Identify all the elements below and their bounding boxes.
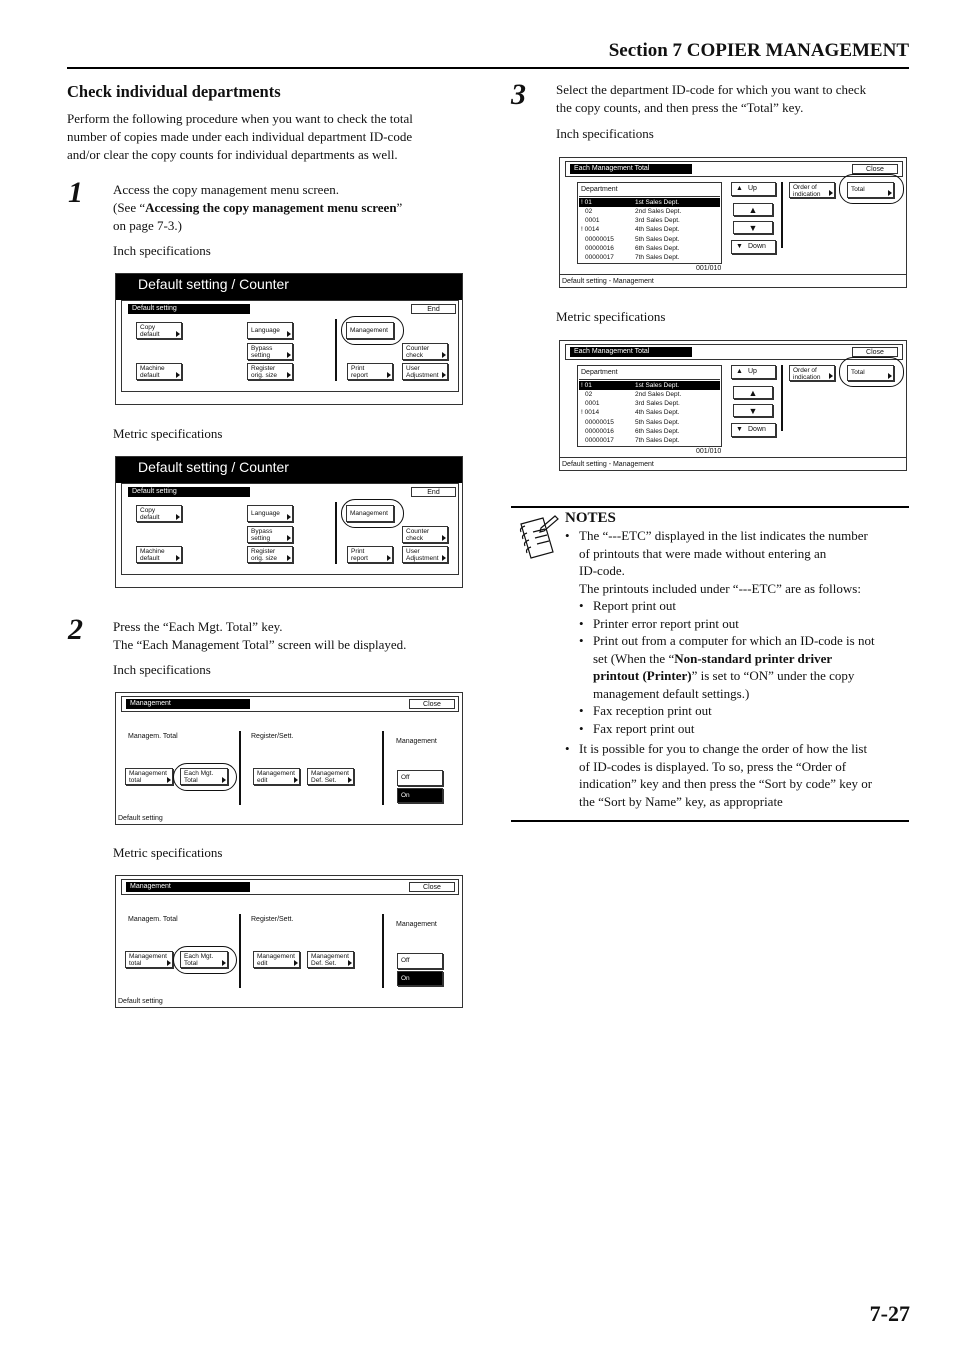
arrow-right-icon [442,555,446,561]
print-report-key[interactable] [347,546,393,563]
management-label: Management [396,921,437,928]
copy-default-key[interactable] [136,505,182,522]
divider [781,365,783,431]
key-label: User [406,548,420,555]
off-button[interactable]: Off [397,953,443,969]
list-header-rule [579,379,720,380]
status-bar: Each Management Total [570,347,692,357]
key-label: setting [251,352,271,359]
step-line: The “Each Management Total” screen will be displayed. [113,637,407,652]
status-bar: Default setting [128,487,250,497]
divider [382,914,384,988]
list-item[interactable] [579,427,720,436]
department-name: 7th Sales Dept. [635,254,680,261]
close-button[interactable]: Close [852,347,898,357]
down-arrow-icon: ▼ [748,223,758,233]
each-mgt-total-key[interactable] [180,768,228,785]
key-label: check [406,535,423,542]
register-orig-size-key[interactable] [247,363,293,380]
divider [239,914,241,988]
key-label: Management [350,327,388,334]
department-code: 00000017 [585,437,614,444]
step-1-text [113,181,473,235]
reference-title: Accessing the copy management menu screen [145,200,397,215]
each-management-total-screen-metric [559,340,907,471]
department-list[interactable] [577,182,722,264]
note-line: • Print out from a computer for which an ID-code is not [593,633,875,648]
management-edit-key[interactable] [253,768,300,785]
department-name: 1st Sales Dept. [635,382,680,389]
intro-line: and/or clear the copy counts for individual departments as well. [67,147,398,162]
arrow-right-icon [348,960,352,966]
status-bar: Management [126,882,250,892]
scroll-up-button[interactable] [733,203,773,216]
each-mgt-total-key[interactable] [180,951,228,968]
divider [335,319,337,381]
department-name: 3rd Sales Dept. [635,400,680,407]
screen-inner [121,483,459,575]
page-heading: Check individual departments [67,82,281,101]
up-arrow-icon: ▲ [736,368,743,375]
step-line: on page 7-3.) [113,218,182,233]
arrow-right-icon [287,535,291,541]
list-header: Department [581,186,618,193]
arrow-right-icon [888,190,892,196]
management-label: Management [396,738,437,745]
counter-check-key[interactable] [402,343,448,360]
list-item[interactable] [579,244,720,253]
note-line: the “Sort by Name” key, as appropriate [579,793,783,809]
page-indicator: 001/010 [696,265,722,272]
scroll-down-button[interactable] [733,404,773,417]
arrow-right-icon [829,373,833,379]
department-code: 00000016 [585,245,614,252]
metric-spec-label: Metric specifications [556,309,666,324]
arrow-right-icon [294,777,298,783]
department-code: 00000017 [585,254,614,261]
note-item [565,527,910,597]
up-button[interactable] [731,182,776,196]
arrow-right-icon [287,331,291,337]
order-of-indication-key[interactable] [789,182,835,198]
up-arrow-icon: ▲ [736,185,743,192]
key-label: Management [129,953,167,960]
intro-paragraph [67,110,467,164]
key-label: Management [257,770,295,777]
button-label: Down [748,426,766,433]
key-label: Adjustment [406,555,439,562]
list-header-rule [579,196,720,197]
divider [382,731,384,805]
step-line [113,199,473,217]
department-name: 6th Sales Dept. [635,245,680,252]
button-label: Down [748,243,766,250]
key-label: Management [311,953,349,960]
step-line: Press the “Each Mgt. Total” key. [113,619,283,634]
department-name: 3rd Sales Dept. [635,217,680,224]
department-code: 02 [585,391,593,398]
screen-title: Default setting / Counter [116,274,462,300]
text-fragment: set (When the “ [593,650,675,666]
list-item[interactable] [579,253,720,262]
managem-total-label: Managem. Total [128,916,178,923]
register-sett-label: Register/Sett. [251,916,294,923]
metric-spec-label: Metric specifications [113,845,223,860]
key-label: Total [184,960,198,967]
department-name: 4th Sales Dept. [635,409,680,416]
key-label: report [351,372,368,379]
note-subitem: • Fax reception print out [565,702,910,720]
key-label: Register [251,548,276,555]
key-label: default [140,555,160,562]
key-label: Language [251,327,280,334]
key-label: Order of [793,184,817,191]
status-bar: Each Management Total [570,164,692,174]
key-label: report [351,555,368,562]
key-label: total [129,777,142,784]
key-label: indication [793,374,821,381]
arrow-right-icon [176,514,180,520]
notes-bottom-rule [511,820,909,822]
status-bar: Default setting [128,304,250,314]
arrow-right-icon [287,555,291,561]
metric-spec-label: Metric specifications [113,426,223,441]
arrow-right-icon [387,555,391,561]
order-of-indication-key[interactable] [789,365,835,381]
arrow-right-icon [222,960,226,966]
note-line [593,667,910,685]
bypass-setting-key[interactable] [247,526,293,543]
note-line: The printouts included under “---ETC” are as follows: [579,580,861,596]
total-key[interactable] [847,182,894,198]
department-code: 02 [585,208,593,215]
scroll-up-button[interactable] [733,386,773,399]
department-code: 0001 [585,217,600,224]
list-item[interactable] [579,207,720,216]
arrow-right-icon [442,372,446,378]
note-item [565,740,910,810]
counter-check-key[interactable] [402,526,448,543]
key-label: Counter [406,528,430,535]
note-line: of ID-codes is displayed. To so, press the “Order of [579,758,847,774]
arrow-right-icon [167,960,171,966]
text-fragment: ” is set to “ON” under the copy [691,668,855,683]
key-label: Print [351,548,365,555]
notes-top-rule [511,506,909,508]
department-code: ! 01 [581,382,592,389]
intro-line: number of copies made under each individual department ID-code [67,129,413,144]
managem-total-label: Managem. Total [128,733,178,740]
divider [781,182,783,248]
key-label: Management [129,770,167,777]
end-button[interactable]: End [411,487,456,497]
user-adjustment-key[interactable] [402,363,448,380]
divider [335,502,337,564]
down-button[interactable] [731,240,776,254]
note-line: of printouts that were made without entering an [579,545,827,561]
department-code: 00000016 [585,428,614,435]
machine-default-key[interactable] [136,363,182,380]
header-rule [67,67,909,69]
list-item[interactable] [579,381,720,390]
down-arrow-icon: ▼ [736,426,743,433]
arrow-right-icon [167,777,171,783]
screen-footer: Default setting [118,815,163,822]
department-name: 7th Sales Dept. [635,437,680,444]
list-item[interactable] [579,225,720,234]
footer-rule [560,457,906,458]
arrow-right-icon [888,373,892,379]
department-list[interactable] [577,365,722,447]
department-name: 5th Sales Dept. [635,419,680,426]
down-arrow-icon: ▼ [748,406,758,416]
note-subitem: • Printer error report print out [565,615,910,633]
print-report-key[interactable] [347,363,393,380]
notes-body [565,527,910,810]
key-label: Order of [793,367,817,374]
key-label: Management [311,770,349,777]
each-management-total-screen-inch [559,157,907,288]
list-item[interactable] [579,399,720,408]
screen-inner [121,300,459,392]
department-code: 0001 [585,400,600,407]
status-bar: Management [126,699,250,709]
inch-spec-label: Inch specifications [556,126,654,141]
key-label: Adjustment [406,372,439,379]
copy-default-key[interactable] [136,322,182,339]
key-label: total [129,960,142,967]
on-button[interactable]: On [397,971,443,986]
default-setting-screen-inch [115,273,463,405]
list-header: Department [581,369,618,376]
up-arrow-icon: ▲ [748,388,758,398]
screen-footer: Default setting [118,998,163,1005]
list-item[interactable] [579,418,720,427]
key-label: edit [257,960,268,967]
department-name: 5th Sales Dept. [635,236,680,243]
note-line: • It is possible for you to change the order of how the list [579,741,868,756]
down-button[interactable] [731,423,776,437]
key-label: Language [251,510,280,517]
notes-title: NOTES [565,510,616,526]
close-button[interactable]: Close [409,882,455,892]
off-button[interactable]: Off [397,770,443,786]
button-label: Up [748,368,757,375]
key-label: Print [351,365,365,372]
key-label: Total [851,369,865,376]
department-name: 4th Sales Dept. [635,226,680,233]
inch-spec-label: Inch specifications [113,243,211,258]
arrow-right-icon [176,372,180,378]
note-line [593,650,910,668]
button-label: Up [748,185,757,192]
bypass-setting-key[interactable] [247,343,293,360]
on-button[interactable]: On [397,788,443,803]
text-fragment: (See “ [113,200,146,215]
step-3-number: 3 [511,78,526,111]
key-label: Total [851,186,865,193]
key-label: default [140,514,160,521]
department-code: ! 0014 [581,226,600,233]
management-key[interactable] [346,322,394,339]
key-label: check [406,352,423,359]
management-total-key[interactable] [125,768,173,785]
divider [239,731,241,805]
key-label: Each Mgt. [184,770,214,777]
list-item[interactable] [579,235,720,244]
step-1-number: 1 [68,176,83,209]
bold-term: printout (Printer) [593,668,692,683]
list-item[interactable] [579,390,720,399]
key-label: Def. Set. [311,777,337,784]
notepad-icon [513,514,559,562]
key-label: Each Mgt. [184,953,214,960]
management-def-set-key[interactable] [307,768,354,785]
page-number: 7-27 [869,1301,910,1326]
key-label: Copy [140,507,156,514]
intro-line: Perform the following procedure when you want to check the total [67,111,413,126]
step-2-text [113,618,473,654]
inch-spec-label: Inch specifications [113,662,211,677]
department-name: 2nd Sales Dept. [635,391,682,398]
key-label: indication [793,191,821,198]
screen-top [121,879,459,895]
language-key[interactable] [247,505,293,522]
footer-rule [560,274,906,275]
department-code: 00000015 [585,419,614,426]
key-label: Management [257,953,295,960]
list-item[interactable] [579,436,720,445]
management-total-key[interactable] [125,951,173,968]
page-indicator: 001/010 [696,448,722,455]
key-label: Copy [140,324,156,331]
management-key[interactable] [346,505,394,522]
end-button[interactable]: End [411,304,456,314]
machine-default-key[interactable] [136,546,182,563]
key-label: default [140,331,160,338]
key-label: Bypass [251,345,273,352]
step-line: Access the copy management menu screen. [113,182,339,197]
arrow-right-icon [287,352,291,358]
key-label: default [140,372,160,379]
screen-footer: Default setting - Management [562,461,654,468]
arrow-right-icon [176,331,180,337]
total-key[interactable] [847,365,894,381]
key-label: Bypass [251,528,273,535]
scroll-down-button[interactable] [733,221,773,234]
department-name: 1st Sales Dept. [635,199,680,206]
screen-footer: Default setting - Management [562,278,654,285]
language-key[interactable] [247,322,293,339]
arrow-right-icon [442,352,446,358]
arrow-right-icon [287,372,291,378]
arrow-right-icon [348,777,352,783]
department-code: 00000015 [585,236,614,243]
department-name: 6th Sales Dept. [635,428,680,435]
register-orig-size-key[interactable] [247,546,293,563]
arrow-right-icon [442,535,446,541]
register-sett-label: Register/Sett. [251,733,294,740]
note-subitem [565,632,910,702]
department-name: 2nd Sales Dept. [635,208,682,215]
note-subitem: • Report print out [565,597,910,615]
management-screen-inch [115,692,463,825]
key-label: edit [257,777,268,784]
list-item[interactable] [579,216,720,225]
key-label: Register [251,365,276,372]
list-item[interactable] [579,408,720,417]
arrow-right-icon [176,555,180,561]
key-label: Management [350,510,388,517]
user-adjustment-key[interactable] [402,546,448,563]
arrow-right-icon [387,372,391,378]
list-item[interactable] [579,198,720,207]
close-button[interactable]: Close [852,164,898,174]
close-button[interactable]: Close [409,699,455,709]
section-header: Section 7 COPIER MANAGEMENT [608,40,909,61]
text-fragment: ” [396,200,403,215]
key-label: orig. size [251,555,278,562]
step-line: the copy counts, and then press the “Total” key. [556,100,804,115]
key-label: Def. Set. [311,960,337,967]
note-line: management default settings.) [593,685,750,701]
up-arrow-icon: ▲ [748,205,758,215]
management-edit-key[interactable] [253,951,300,968]
step-2-number: 2 [68,613,83,646]
management-screen-metric [115,875,463,1008]
step-line: Select the department ID-code for which you want to check [556,82,867,97]
down-arrow-icon: ▼ [736,243,743,250]
management-def-set-key[interactable] [307,951,354,968]
department-code: ! 01 [581,199,592,206]
note-line: indication” key and then press the “Sort by code” key or [579,776,873,791]
department-code: ! 0014 [581,409,600,416]
note-line: ID-code. [579,563,625,578]
key-label: Machine [140,548,165,555]
screen-top [121,696,459,712]
arrow-right-icon [287,514,291,520]
arrow-right-icon [829,190,833,196]
arrow-right-icon [222,777,226,783]
note-subitem: • Fax report print out [565,720,910,738]
step-3-text [556,81,916,117]
arrow-right-icon [294,960,298,966]
note-line: • The “---ETC” displayed in the list indicates the number [579,528,868,543]
screen-title: Default setting / Counter [116,457,462,483]
key-label: orig. size [251,372,278,379]
key-label: User [406,365,420,372]
up-button[interactable] [731,365,776,379]
key-label: Machine [140,365,165,372]
key-label: Counter [406,345,430,352]
key-label: Total [184,777,198,784]
default-setting-screen-metric [115,456,463,588]
bold-term: Non-standard printer driver [674,650,833,666]
key-label: setting [251,535,271,542]
